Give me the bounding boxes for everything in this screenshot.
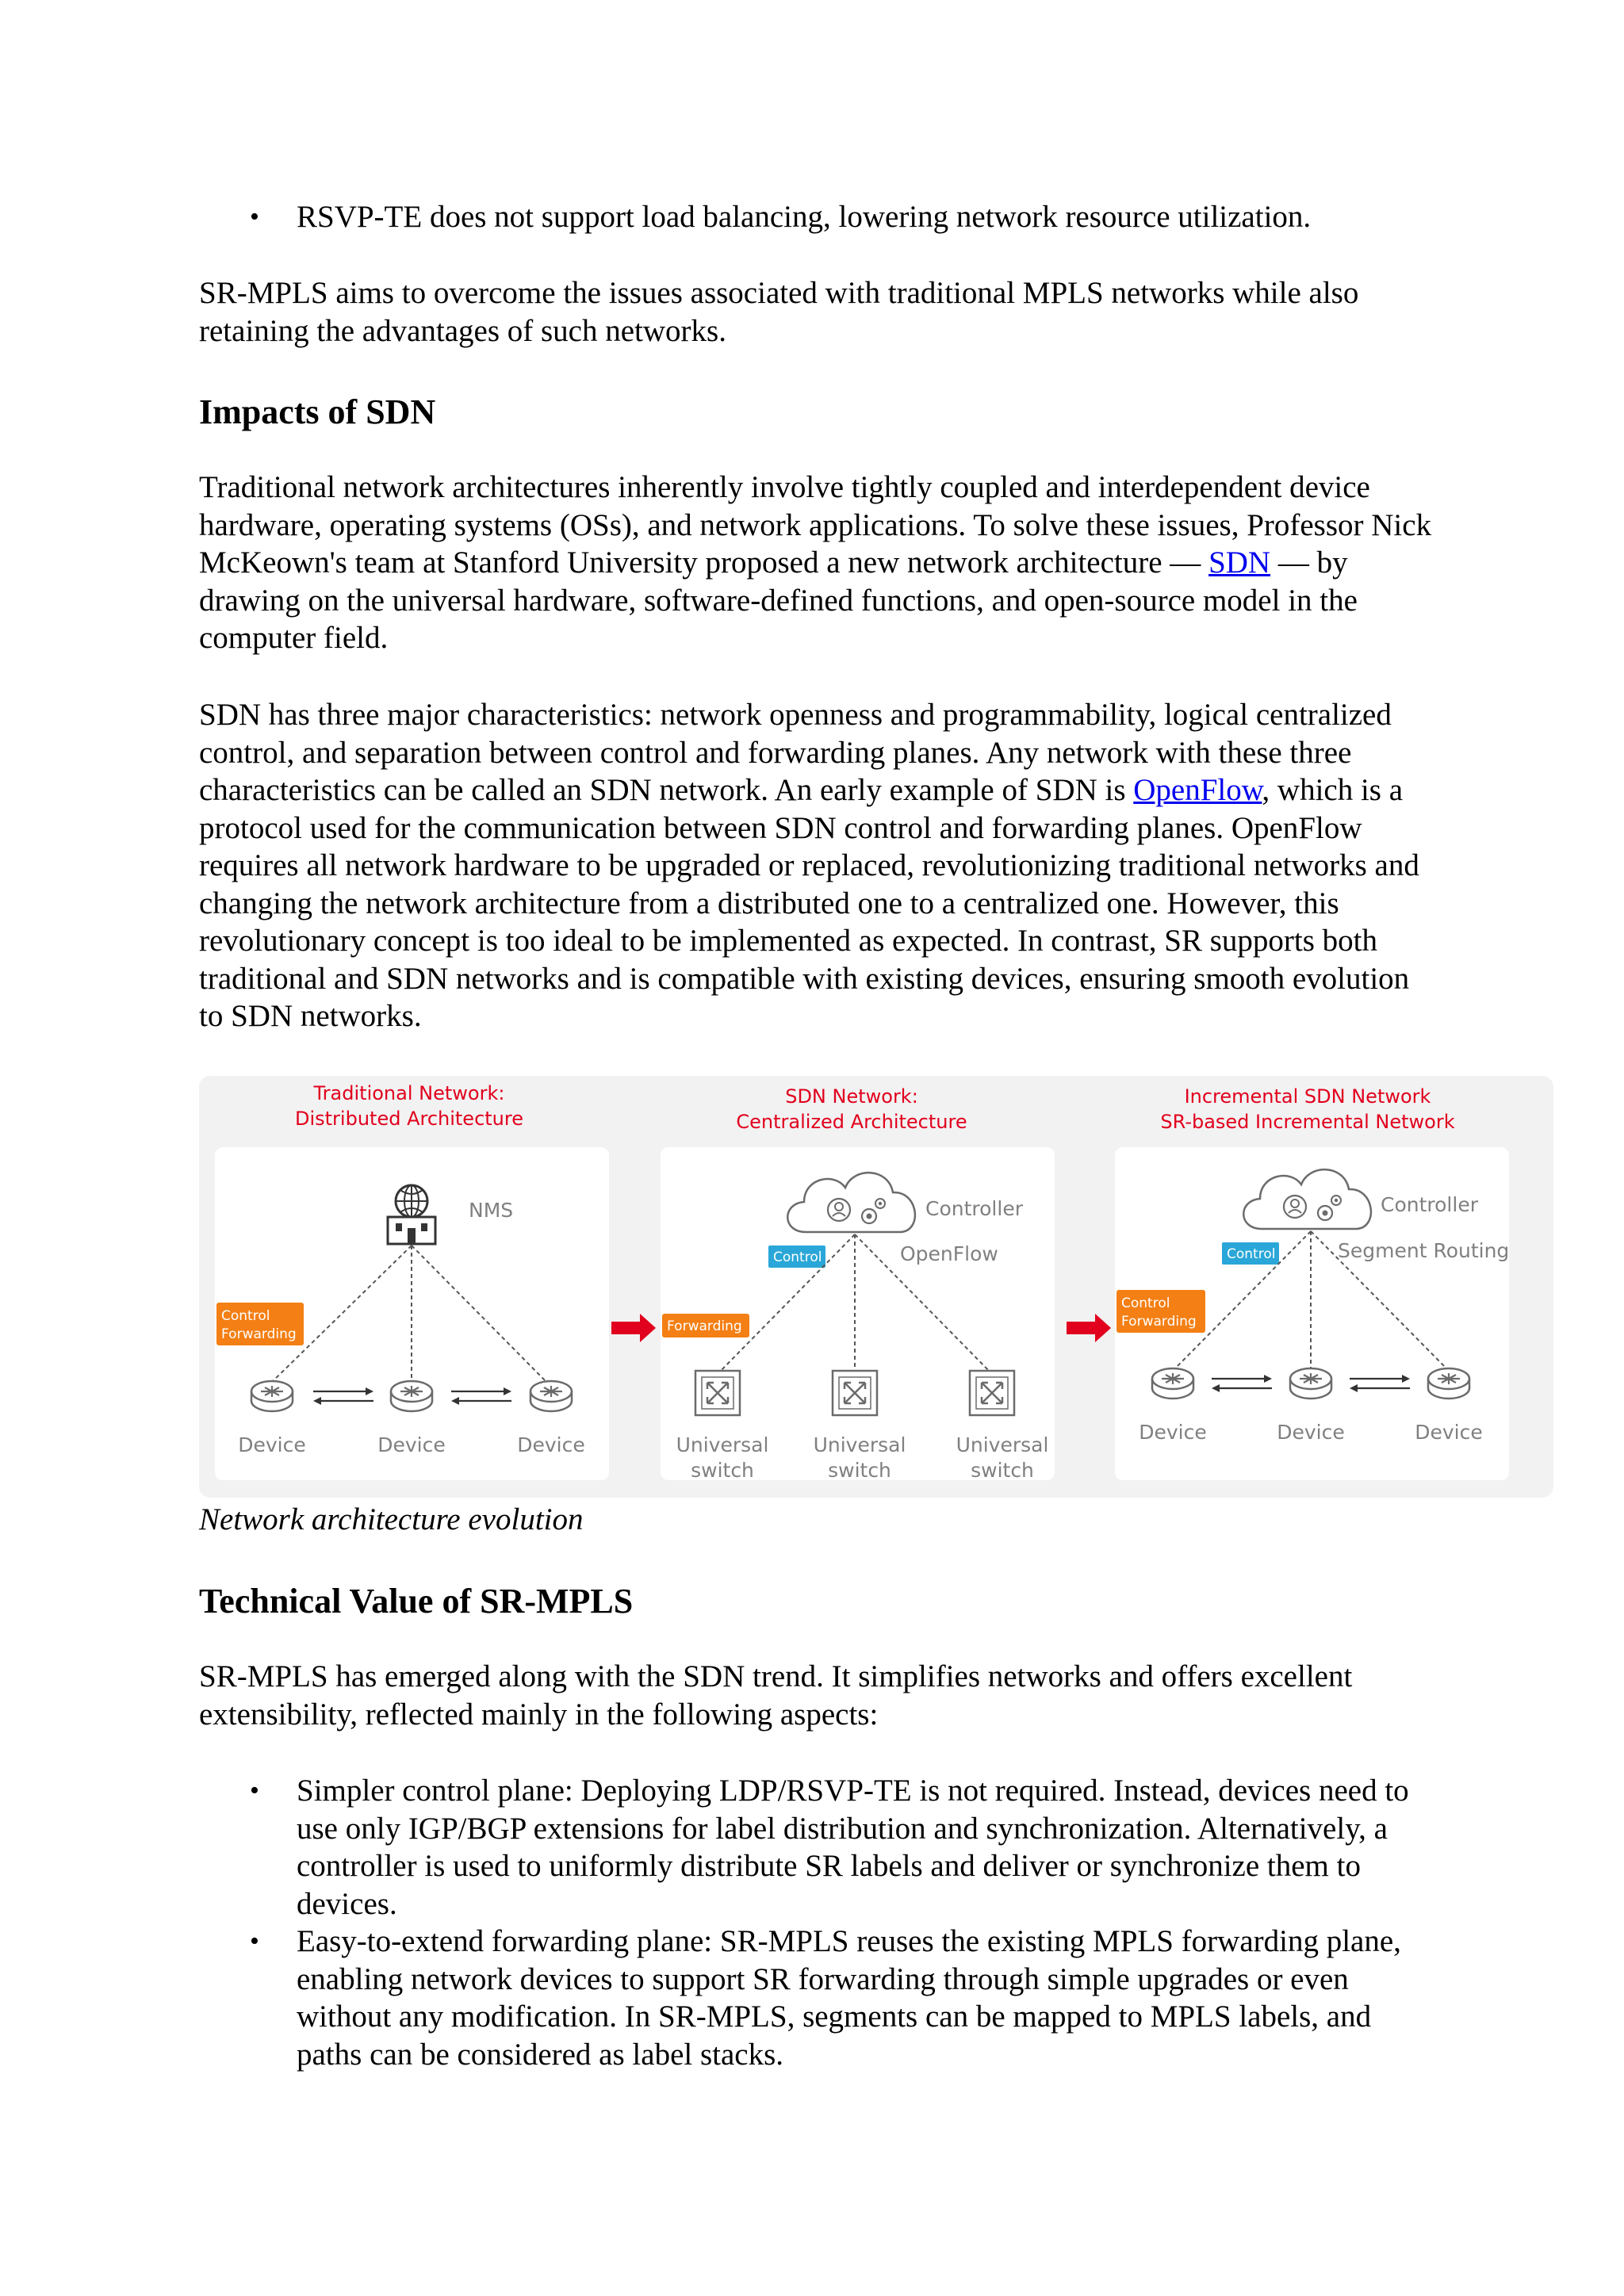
- device-label: Device: [238, 1433, 306, 1456]
- sdn-paragraph-1: [199, 469, 1436, 657]
- router-icon: [530, 1381, 572, 1411]
- router-icon: [251, 1381, 293, 1411]
- device-label: Device: [517, 1433, 585, 1456]
- panel3-title-line1: Incremental SDN Network: [1184, 1085, 1431, 1108]
- list-item: [199, 1772, 1436, 1923]
- panel3-controller-label: Controller: [1381, 1193, 1478, 1216]
- panel2-title-line2: Centralized Architecture: [736, 1111, 967, 1133]
- bullet-dot: •: [250, 1927, 259, 1956]
- sdn-paragraph-1-start: Traditional network architectures inherently involve tightly coupled and interdependent device hardware, operating systems (OSs), and network applications. To solve these issues, Professor Nick McKeown's team at Stanford University proposed a new network architecture —: [199, 470, 1432, 580]
- sdn-paragraph-2: [199, 696, 1436, 1035]
- router-icon: [1428, 1368, 1469, 1399]
- router-icon: [1290, 1368, 1331, 1399]
- panel3-title-line2: SR-based Incremental Network: [1160, 1111, 1455, 1133]
- technical-value-paragraph: SR-MPLS has emerged along with the SDN trend. It simplifies networks and offers excellent extensibility, reflected mainly in the following aspects:: [199, 1659, 1353, 1732]
- technical-value-list: [199, 1772, 1436, 2073]
- bullet-dot: •: [250, 1776, 259, 1805]
- intro-paragraph: SR-MPLS aims to overcome the issues associated with traditional MPLS networks while also retaining the advantages of such networks.: [199, 276, 1359, 348]
- panel1-title-line2: Distributed Architecture: [294, 1108, 524, 1130]
- panel1-tag-control: Control: [221, 1308, 270, 1324]
- panel2-title-line1: SDN Network:: [785, 1085, 918, 1108]
- section-heading-impacts-of-sdn: Impacts of SDN: [199, 392, 436, 431]
- evolution-arrow-icon: [1067, 1314, 1111, 1342]
- sdn-paragraph-2-start: SDN has three major characteristics: network openness and programmability, logical centralized control, and separation between control and forwarding planes. Any network with these three characteristics can be called an SDN network. An early example of SDN is: [199, 698, 1392, 807]
- device-label: Device: [1139, 1421, 1207, 1444]
- intro-bullet-list: [199, 198, 1436, 236]
- nms-label: NMS: [469, 1199, 514, 1222]
- device-label: Device: [377, 1433, 446, 1456]
- sdn-link[interactable]: SDN: [1208, 545, 1271, 580]
- evolution-arrow-icon: [611, 1314, 656, 1342]
- panel3-tag-control: Control: [1121, 1295, 1170, 1311]
- list-item: [199, 198, 1436, 236]
- switch-label-line2: switch: [691, 1459, 754, 1482]
- list-item-text: Easy-to-extend forwarding plane: SR-MPLS reuses the existing MPLS forwarding plane, enabling network devices to support SR forwarding through simple upgrades or even without any modification. In SR-MPLS, segments can be mapped to MPLS labels, and paths can be considered as label stacks.: [297, 1924, 1401, 2072]
- sdn-paragraph-1-end: — by drawing on the universal hardware, software-defined functions, and open-source model in the computer field.: [199, 545, 1358, 655]
- list-item: [199, 1923, 1436, 2073]
- figure-caption: Network architecture evolution: [199, 1502, 584, 1536]
- panel3-tag-forwarding: Forwarding: [1121, 1314, 1197, 1330]
- device-label: Device: [1277, 1421, 1345, 1444]
- openflow-link[interactable]: OpenFlow: [1133, 773, 1262, 807]
- switch-icon: [970, 1371, 1014, 1415]
- sdn-paragraph-2-end: , which is a protocol used for the communication between SDN control and forwarding planes. OpenFlow requires all network hardware to be upgraded or replaced, revolutionizing traditional networks and changing the network architecture from a distributed one to a centralized one. However, this revolutionary concept is too ideal to be implemented as expected. In contrast, SR supports both traditional and SDN networks and is compatible with existing devices, ensuring smooth evolution to SDN networks.: [199, 773, 1419, 1033]
- panel2-controller-label: Controller: [925, 1197, 1023, 1220]
- panel1-title-line1: Traditional Network:: [313, 1082, 505, 1104]
- switch-label-line1: Universal: [813, 1433, 906, 1456]
- switch-label-line2: switch: [971, 1459, 1034, 1482]
- router-icon: [1152, 1368, 1193, 1399]
- device-label: Device: [1415, 1421, 1483, 1444]
- segment-routing-label: Segment Routing: [1338, 1239, 1510, 1262]
- openflow-label: OpenFlow: [900, 1242, 998, 1265]
- network-architecture-figure: [199, 1076, 1553, 1498]
- list-item-text: Simpler control plane: Deploying LDP/RSVP-TE is not required. Instead, devices need to use only IGP/BGP extensions for label distribution and synchronization. Alternatively, a controller is used to uniformly distribute SR labels and deliver or synchronize them to devices.: [297, 1774, 1409, 1921]
- bullet-dot: •: [250, 202, 259, 232]
- section-heading-technical-value: Technical Value of SR-MPLS: [199, 1582, 634, 1621]
- switch-label-line2: switch: [828, 1459, 891, 1482]
- list-item-text: RSVP-TE does not support load balancing, lowering network resource utilization.: [297, 200, 1312, 234]
- switch-icon: [695, 1371, 740, 1415]
- switch-label-line1: Universal: [676, 1433, 769, 1456]
- switch-label-line1: Universal: [956, 1433, 1049, 1456]
- switch-icon: [833, 1371, 877, 1415]
- panel2-control-tag-text: Control: [773, 1249, 822, 1265]
- architecture-diagram: [199, 1076, 1553, 1498]
- router-icon: [391, 1381, 432, 1411]
- panel2-forwarding-tag-text: Forwarding: [667, 1318, 742, 1334]
- panel3-control-tag-text: Control: [1227, 1246, 1276, 1262]
- panel1-tag-forwarding: Forwarding: [221, 1326, 297, 1342]
